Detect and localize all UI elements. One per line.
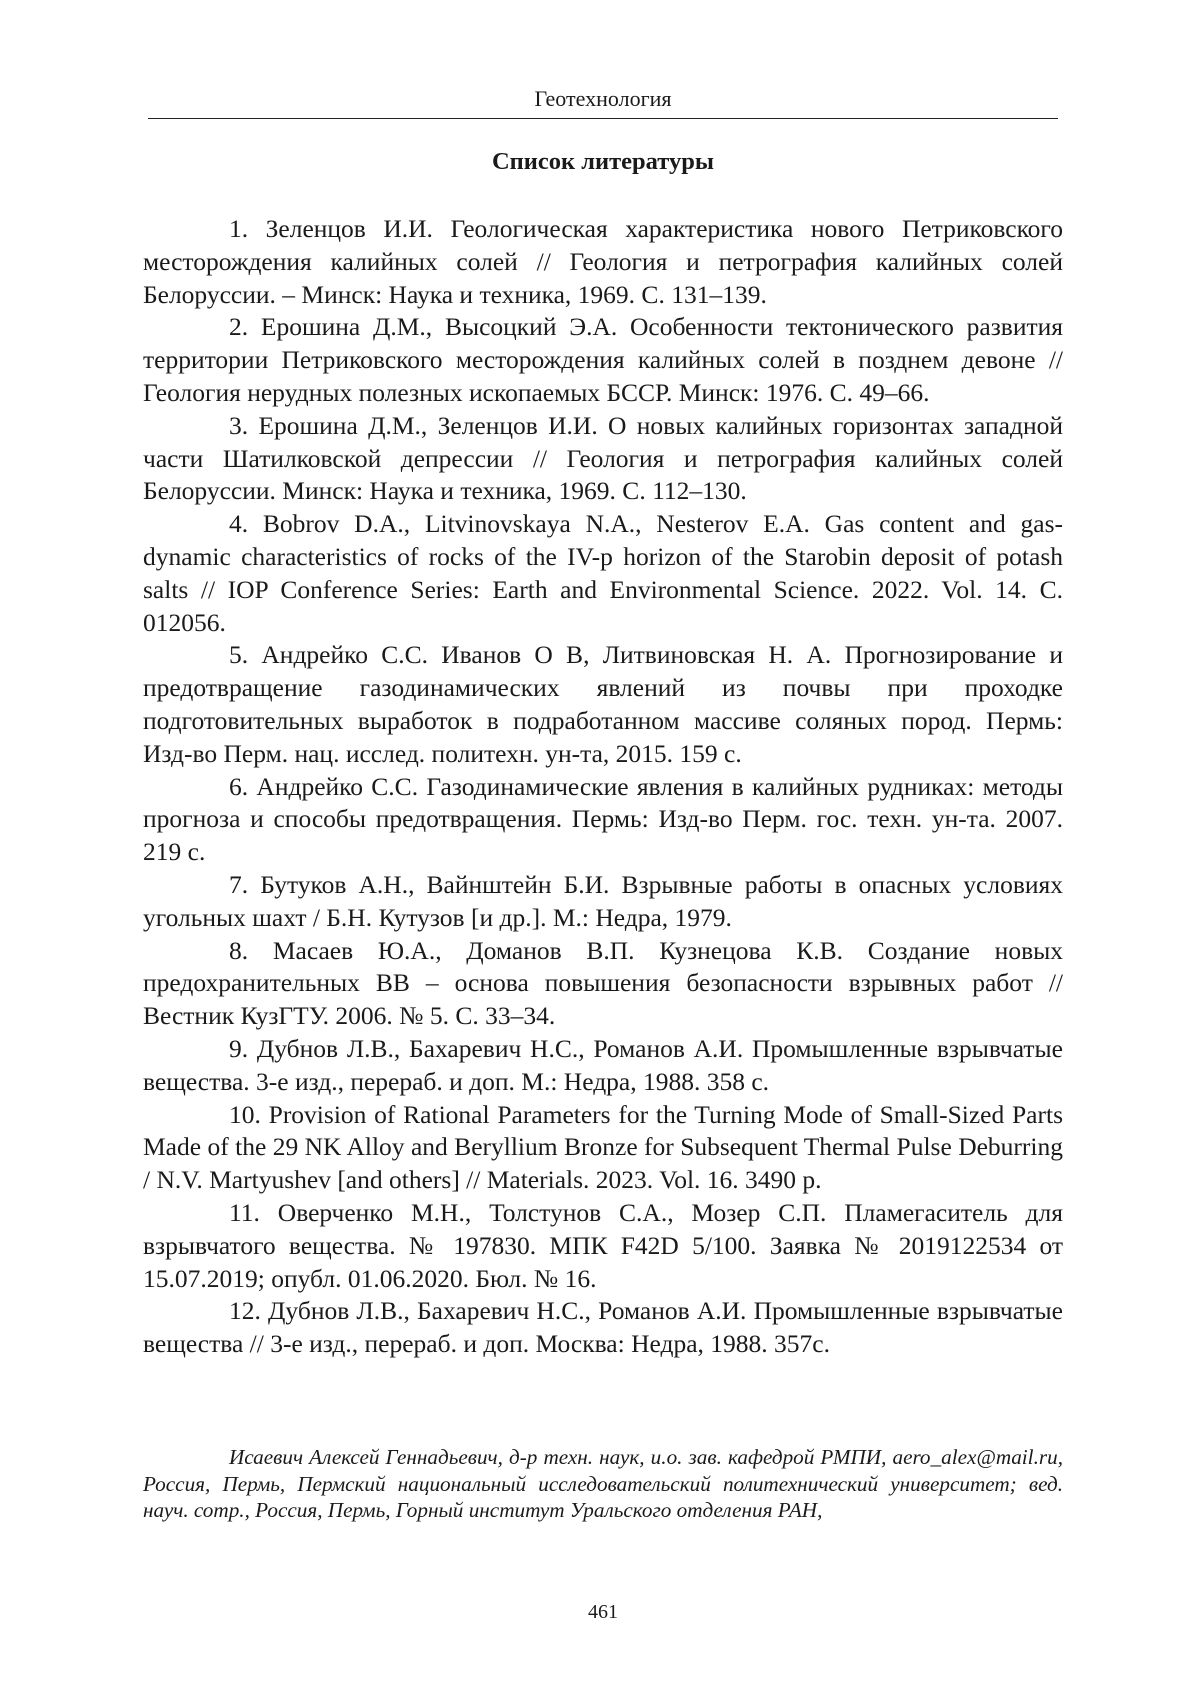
- reference-item-1: 1. Зеленцов И.И. Геологическая характеристика нового Петриковского месторождения калийных солей // Геология и петрография калийных солей Белоруссии. – Минск: Наука и техника, 1969. С. 131–139.: [143, 214, 1063, 309]
- reference-item-6: 6. Андрейко С.С. Газодинамические явления в калийных рудниках: методы прогноза и способы предотвращения. Пермь: Изд-во Перм. гос. техн. ун-та. 2007. 219 с.: [143, 771, 1063, 867]
- reference-list: [143, 213, 1063, 1361]
- reference-item-11: 11. Оверченко М.Н., Толстунов С.А., Мозер С.П. Пламегаситель для взрывчатого вещества. № 197830. МПК F42D 5/100. Заявка № 2019122534 от 15.07.2019; опубл. 01.06.2020. Бюл. № 16.: [143, 1197, 1063, 1293]
- reference-item-7: 7. Бутуков А.Н., Вайнштейн Б.И. Взрывные работы в опасных условиях угольных шахт / Б.Н. Кутузов [и др.]. М.: Недра, 1979.: [143, 869, 1063, 932]
- reference-item-5: 5. Андрейко С.С. Иванов О В, Литвиновская Н. А. Прогнозирование и предотвращение газодинамических явлений из почвы при проходке подготовительных выработок в подработанном массиве соляных пород. Пермь: Изд-во Перм. нац. исслед. политехн. ун-та, 2015. 159 с.: [143, 640, 1063, 768]
- reference-item-4: 4. Bobrov D.A., Litvinovskaya N.A., Nesterov E.A. Gas content and gas-dynamic characteristics of rocks of the IV-p horizon of the Starobin deposit of potash salts // IOP Conference Series: Earth and Environmental Science. 2022. Vol. 14. С. 012056.: [143, 509, 1063, 637]
- reference-item-8: 8. Масаев Ю.А., Доманов В.П. Кузнецова К.В. Создание новых предохранительных ВВ – основа повышения безопасности взрывных работ // Вестник КузГТУ. 2006. № 5. С. 33–34.: [143, 935, 1063, 1031]
- reference-item-10: 10. Provision of Rational Parameters for the Turning Mode of Small-Sized Parts Made of the 29 NK Alloy and Beryllium Bronze for Subsequent Thermal Pulse Deburring / N.V. Martyushev [and others] // Materials. 2023. Vol. 16. 3490 р.: [143, 1099, 1063, 1195]
- section-title: Список литературы: [491, 148, 715, 175]
- reference-item-9: 9. Дубнов Л.В., Бахаревич Н.С., Романов А.И. Промышленные взрывчатые вещества. 3-е изд., перераб. и доп. М.: Недра, 1988. 358 с.: [143, 1033, 1063, 1096]
- reference-item-12: 12. Дубнов Л.В., Бахаревич Н.С., Романов А.И. Промышленные взрывчатые вещества // 3-е изд., перераб. и доп. Москва: Недра, 1988. 357с.: [143, 1296, 1063, 1359]
- reference-item-2: 2. Ерошина Д.М., Высоцкий Э.А. Особенности тектонического развития территории Петриковского месторождения калийных солей в позднем девоне // Геология нерудных полезных ископаемых БССР. Минск: 1976. С. 49–66.: [143, 312, 1063, 407]
- author-note: Исаевич Алексей Геннадьевич, д-р техн. наук, и.о. зав. кафедрой РМПИ, aero_alex@mail.ru, Россия, Пермь, Пермский национальный исследовательский политехнический университет; вед. науч. сотр., Россия, Пермь, Горный институт Уральского отделения РАН,: [143, 1445, 1063, 1522]
- header-rule: [148, 118, 1058, 119]
- running-header: Геотехнология: [534, 86, 672, 111]
- page-number: 461: [588, 1601, 618, 1623]
- reference-item-3: 3. Ерошина Д.М., Зеленцов И.И. О новых калийных горизонтах западной части Шатилковской депрессии // Геология и петрография калийных солей Белоруссии. Минск: Наука и техника, 1969. С. 112–130.: [143, 410, 1063, 506]
